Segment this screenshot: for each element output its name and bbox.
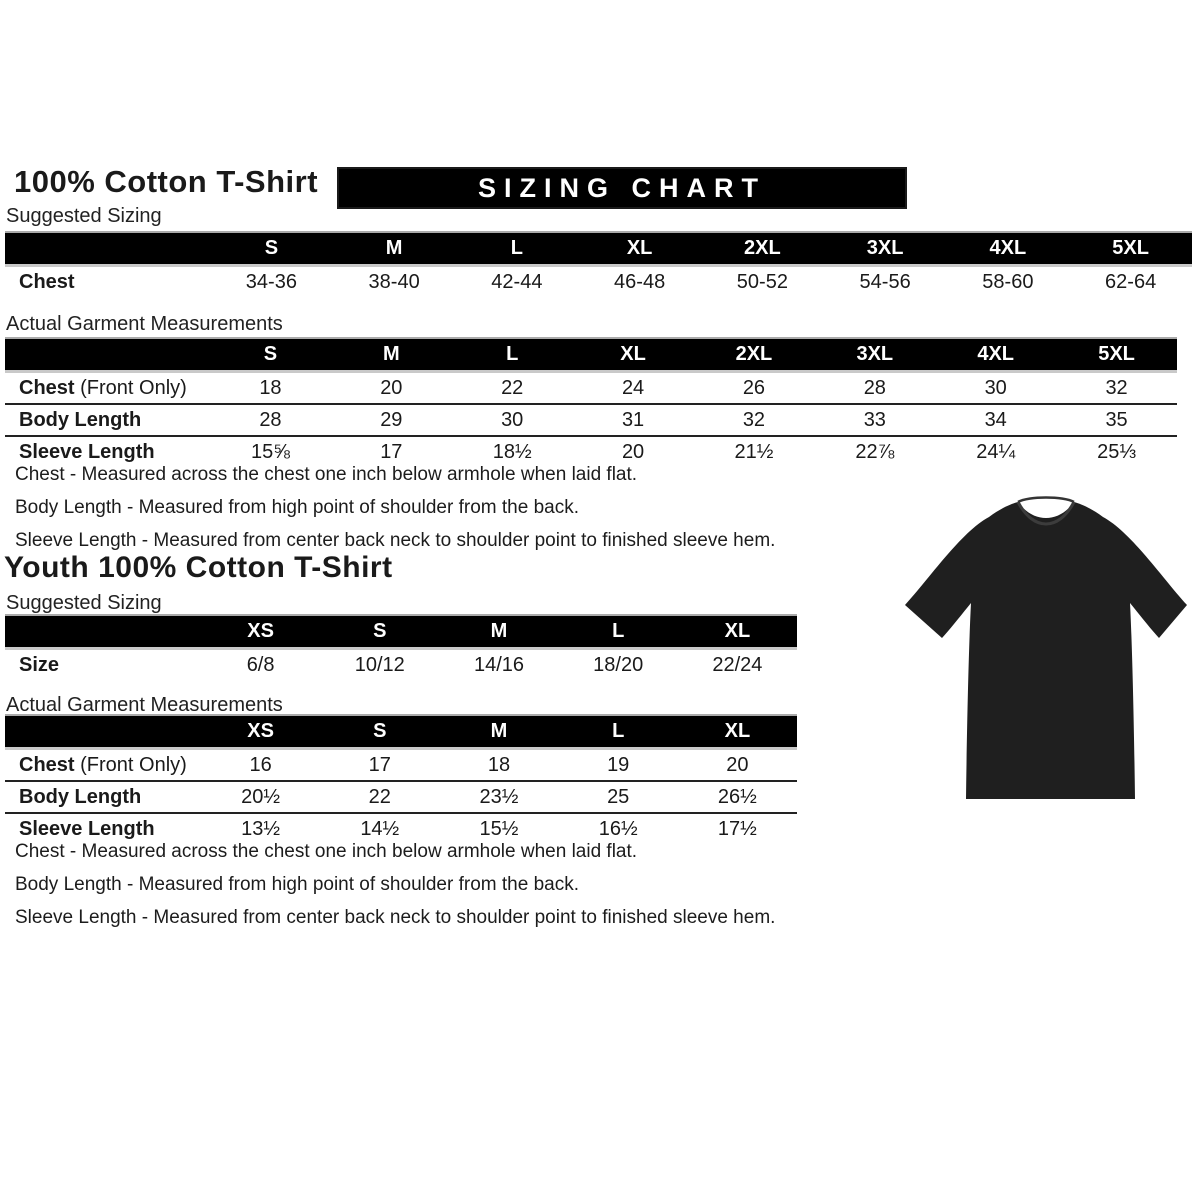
table-header-row [5, 616, 797, 650]
adult-measurement-notes [15, 458, 775, 557]
table-cell: 19 [607, 753, 630, 776]
measurement-note: Chest - Measured across the chest one inch below armhole when laid flat. [15, 841, 638, 862]
column-header: 3XL [866, 237, 904, 259]
t-shirt-collar-back [1018, 498, 1074, 503]
table-cell: 24 [621, 376, 645, 399]
table-cell: 26½ [717, 785, 757, 808]
table-cell: 30 [501, 408, 524, 431]
table-cell: 25 [607, 785, 630, 808]
table-cell: 32 [1105, 376, 1128, 399]
row-label: Size [19, 653, 60, 676]
youth-measurement-notes [15, 835, 775, 934]
table-row [5, 750, 797, 782]
youth-measurements-label: Actual Garment Measurements [6, 694, 283, 716]
table-cell: 20 [380, 376, 403, 399]
measurement-note: Sleeve Length - Measured from center back neck to shoulder point to finished sleeve hem. [15, 907, 776, 928]
column-header: M [382, 343, 400, 365]
table-row [5, 373, 1177, 405]
column-header: 5XL [1098, 343, 1135, 365]
table-row [5, 782, 797, 814]
column-header: L [510, 237, 523, 259]
table-cell: 20½ [241, 785, 281, 808]
table-cell: 6/8 [246, 653, 275, 676]
table-cell: 17 [380, 440, 403, 463]
t-shirt-body [905, 502, 1187, 799]
column-header: M [490, 620, 508, 642]
column-header: M [490, 720, 508, 742]
t-shirt-graphic [893, 477, 1199, 827]
column-header: 3XL [856, 343, 894, 365]
youth-suggested-sizing-table [5, 614, 797, 680]
column-header: 4XL [977, 343, 1015, 365]
table-cell: 13½ [241, 817, 281, 840]
column-header: S [373, 720, 387, 742]
table-cell: 38-40 [368, 270, 420, 293]
table-cell: 22⅞ [855, 440, 895, 463]
table-cell: 18/20 [593, 653, 644, 676]
row-label: Body Length [19, 408, 142, 431]
table-row [5, 405, 1177, 437]
table-cell: 32 [742, 408, 766, 431]
table-cell: 16½ [598, 817, 638, 840]
youth-suggested-sizing-label: Suggested Sizing [6, 592, 162, 614]
column-header: L [506, 343, 519, 365]
row-label: Sleeve Length [19, 440, 155, 463]
column-header: XS [247, 720, 274, 742]
table-cell: 17½ [717, 817, 757, 840]
table-row [5, 267, 1192, 297]
adult-measurements-label: Actual Garment Measurements [6, 313, 283, 335]
column-header: 4XL [989, 237, 1027, 259]
table-cell: 24¼ [976, 440, 1016, 463]
table-cell: 54-56 [859, 270, 911, 293]
table-cell: 22/24 [712, 653, 763, 676]
column-header: L [612, 720, 625, 742]
column-header: S [263, 343, 278, 365]
measurement-note: Sleeve Length - Measured from center back neck to shoulder point to finished sleeve hem. [15, 530, 776, 551]
table-cell: 50-52 [736, 270, 788, 293]
table-cell: 20 [621, 440, 645, 463]
table-cell: 23½ [479, 785, 519, 808]
column-header: M [385, 237, 403, 259]
table-cell: 10/12 [354, 653, 405, 676]
table-cell: 15½ [479, 817, 519, 840]
measurement-note: Body Length - Measured from high point of shoulder from the back. [15, 874, 579, 895]
table-cell: 30 [984, 376, 1007, 399]
column-header: XL [620, 343, 646, 365]
table-cell: 22 [368, 785, 391, 808]
column-header: XL [626, 237, 653, 259]
table-cell: 17 [368, 753, 391, 776]
table-header-row [5, 339, 1177, 373]
table-cell: 20 [726, 753, 749, 776]
column-header: L [612, 620, 625, 642]
adult-measurements-table [5, 337, 1177, 467]
table-cell: 62-64 [1105, 270, 1157, 293]
row-label: Chest (Front Only) [19, 753, 187, 776]
table-cell: 31 [621, 408, 645, 431]
table-cell: 28 [259, 408, 282, 431]
table-cell: 14/16 [473, 653, 525, 676]
column-header: 2XL [744, 237, 781, 259]
table-cell: 46-48 [614, 270, 666, 293]
column-header: 2XL [735, 343, 773, 365]
adult-suggested-sizing-label: Suggested Sizing [6, 205, 162, 227]
table-cell: 35 [1105, 408, 1128, 431]
table-cell: 14½ [360, 817, 400, 840]
table-cell: 34 [984, 408, 1007, 431]
row-label: Chest (Front Only) [19, 376, 187, 399]
table-cell: 58-60 [982, 270, 1034, 293]
measurement-note: Body Length - Measured from high point of shoulder from the back. [15, 497, 579, 518]
youth-page-title: Youth 100% Cotton T-Shirt [4, 551, 393, 584]
table-header-row [5, 716, 797, 750]
table-cell: 15⅝ [250, 440, 290, 463]
table-cell: 25⅓ [1097, 440, 1137, 463]
table-cell: 18 [487, 753, 511, 776]
table-cell: 18 [259, 376, 282, 399]
t-shirt-image [893, 477, 1199, 827]
table-cell: 21½ [734, 440, 774, 463]
table-cell: 33 [863, 408, 886, 431]
column-header: S [264, 237, 279, 259]
page-title: 100% Cotton T-Shirt [14, 164, 319, 199]
table-cell: 42-44 [491, 270, 543, 293]
column-header: 5XL [1112, 237, 1149, 259]
row-label: Chest [19, 270, 75, 293]
table-cell: 29 [380, 408, 403, 431]
table-cell: 26 [742, 376, 766, 399]
table-cell: 16 [249, 753, 272, 776]
adult-suggested-sizing-table [5, 231, 1192, 297]
column-header: S [373, 620, 387, 642]
column-header: XL [724, 620, 751, 642]
row-label: Body Length [19, 785, 142, 808]
table-cell: 18½ [492, 440, 532, 463]
measurement-note: Chest - Measured across the chest one inch below armhole when laid flat. [15, 464, 638, 485]
row-label: Sleeve Length [19, 817, 155, 840]
table-cell: 34-36 [245, 270, 297, 293]
column-header: XL [724, 720, 751, 742]
sizing-chart-banner [337, 167, 907, 209]
sizing-chart-banner-text: SIZING CHART [478, 172, 766, 203]
youth-measurements-table [5, 714, 797, 844]
table-row [5, 650, 797, 680]
table-cell: 22 [501, 376, 524, 399]
table-cell: 28 [863, 376, 886, 399]
column-header: XS [247, 620, 274, 642]
table-header-row [5, 233, 1192, 267]
